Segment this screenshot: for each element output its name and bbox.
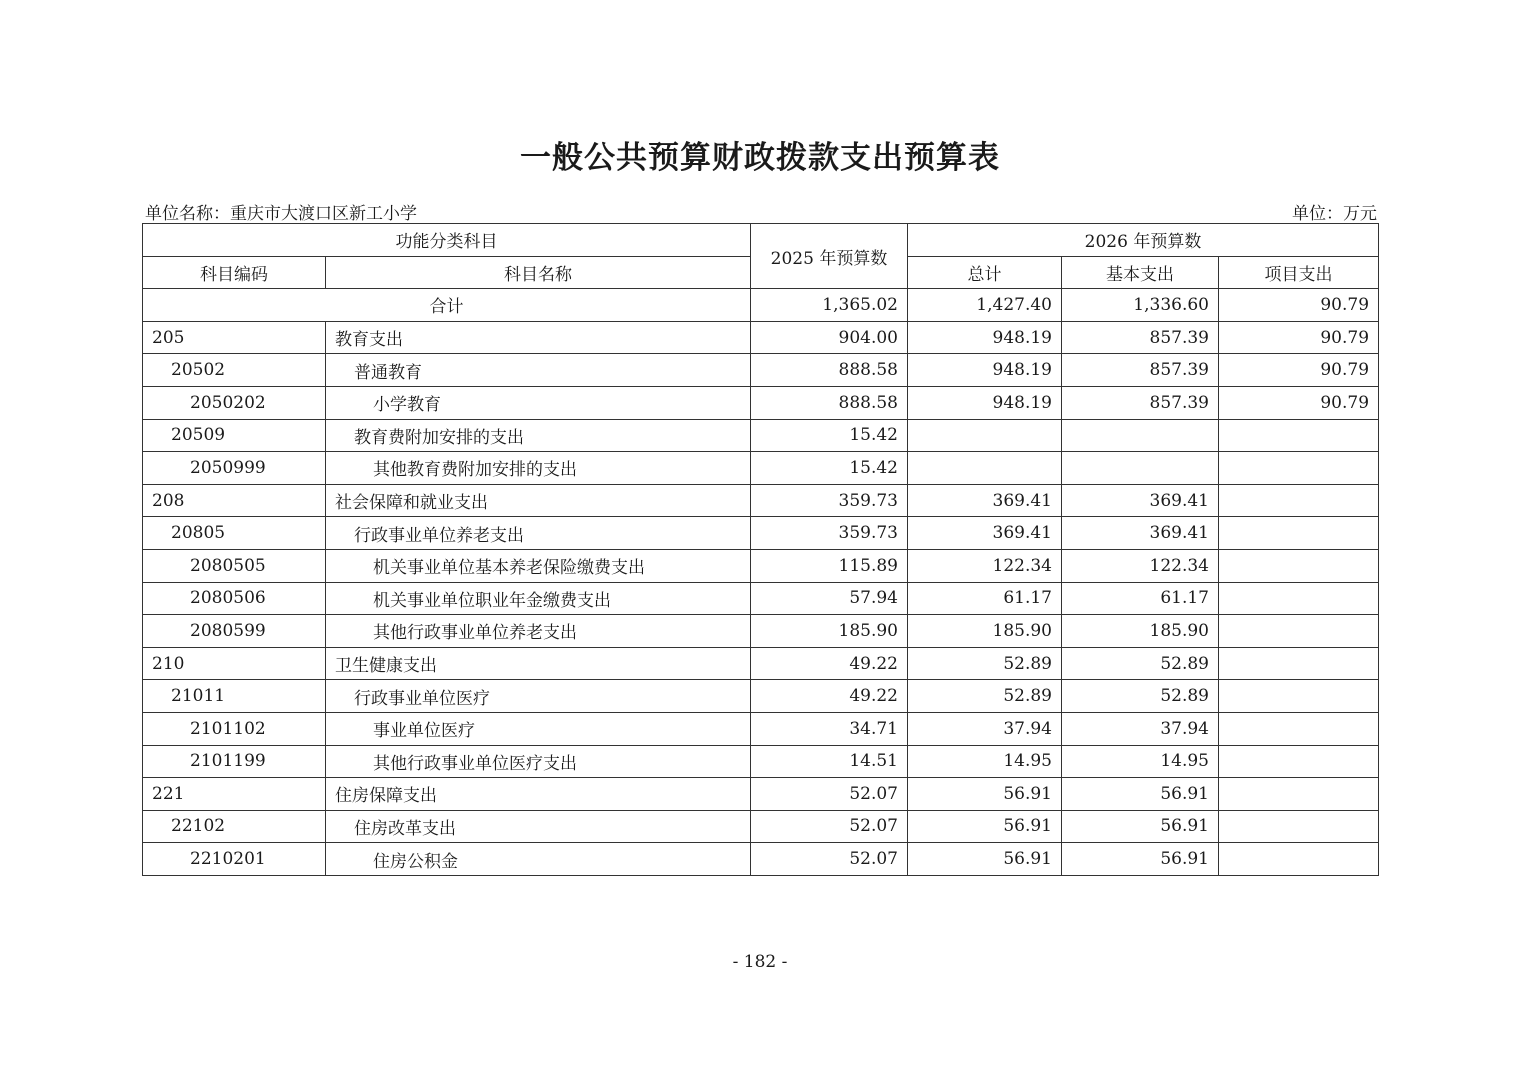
row-basic: 56.91 xyxy=(1062,810,1219,843)
page-number: - 182 - xyxy=(732,952,788,972)
row-2025: 15.42 xyxy=(751,452,908,485)
summary-2025: 1,365.02 xyxy=(751,289,908,322)
row-project xyxy=(1219,778,1379,811)
row-name: 其他行政事业单位医疗支出 xyxy=(326,745,751,778)
row-name: 教育费附加安排的支出 xyxy=(326,419,751,452)
row-code: 2101199 xyxy=(143,745,326,778)
table-row xyxy=(143,843,1379,876)
row-basic: 52.89 xyxy=(1062,647,1219,680)
row-total: 56.91 xyxy=(908,843,1062,876)
row-project: 90.79 xyxy=(1219,321,1379,354)
row-total: 56.91 xyxy=(908,778,1062,811)
table-row xyxy=(143,321,1379,354)
row-2025: 57.94 xyxy=(751,582,908,615)
row-name: 卫生健康支出 xyxy=(326,647,751,680)
row-total: 948.19 xyxy=(908,386,1062,419)
row-name: 住房保障支出 xyxy=(326,778,751,811)
row-name: 机关事业单位基本养老保险缴费支出 xyxy=(326,549,751,582)
row-code: 20502 xyxy=(143,354,326,387)
row-basic: 122.34 xyxy=(1062,549,1219,582)
row-2025: 52.07 xyxy=(751,843,908,876)
header-project: 项目支出 xyxy=(1219,256,1379,289)
row-basic xyxy=(1062,452,1219,485)
header-basic: 基本支出 xyxy=(1062,256,1219,289)
summary-row xyxy=(143,289,1379,322)
page-title: 一般公共预算财政拨款支出预算表 xyxy=(520,140,1000,176)
table-row xyxy=(143,647,1379,680)
row-2025: 52.07 xyxy=(751,778,908,811)
row-2025: 185.90 xyxy=(751,615,908,648)
table-row xyxy=(143,745,1379,778)
table-row xyxy=(143,680,1379,713)
row-2025: 359.73 xyxy=(751,517,908,550)
row-basic xyxy=(1062,419,1219,452)
row-name: 教育支出 xyxy=(326,321,751,354)
summary-label: 合计 xyxy=(143,289,751,322)
row-2025: 888.58 xyxy=(751,354,908,387)
budget-table xyxy=(142,223,1379,876)
row-project xyxy=(1219,549,1379,582)
row-2025: 34.71 xyxy=(751,712,908,745)
row-basic: 369.41 xyxy=(1062,484,1219,517)
header-name: 科目名称 xyxy=(326,256,751,289)
summary-project: 90.79 xyxy=(1219,289,1379,322)
row-2025: 15.42 xyxy=(751,419,908,452)
row-project xyxy=(1219,452,1379,485)
row-basic: 52.89 xyxy=(1062,680,1219,713)
row-code: 20509 xyxy=(143,419,326,452)
row-2025: 52.07 xyxy=(751,810,908,843)
row-name: 行政事业单位养老支出 xyxy=(326,517,751,550)
row-total: 52.89 xyxy=(908,680,1062,713)
row-project xyxy=(1219,680,1379,713)
table-row xyxy=(143,778,1379,811)
table-row xyxy=(143,452,1379,485)
row-total: 185.90 xyxy=(908,615,1062,648)
row-code: 2080599 xyxy=(143,615,326,648)
row-name: 社会保障和就业支出 xyxy=(326,484,751,517)
row-basic: 56.91 xyxy=(1062,843,1219,876)
table-row xyxy=(143,582,1379,615)
row-project xyxy=(1219,484,1379,517)
row-total xyxy=(908,419,1062,452)
row-total: 61.17 xyxy=(908,582,1062,615)
table-row xyxy=(143,419,1379,452)
header-total: 总计 xyxy=(908,256,1062,289)
row-code: 2050202 xyxy=(143,386,326,419)
table-row xyxy=(143,615,1379,648)
row-basic: 857.39 xyxy=(1062,321,1219,354)
row-2025: 49.22 xyxy=(751,647,908,680)
unit-name: 单位名称：重庆市大渡口区新工小学 xyxy=(145,204,417,224)
table-row xyxy=(143,484,1379,517)
row-basic: 369.41 xyxy=(1062,517,1219,550)
row-total: 52.89 xyxy=(908,647,1062,680)
row-basic: 37.94 xyxy=(1062,712,1219,745)
row-name: 其他行政事业单位养老支出 xyxy=(326,615,751,648)
row-project: 90.79 xyxy=(1219,354,1379,387)
row-project xyxy=(1219,745,1379,778)
row-2025: 904.00 xyxy=(751,321,908,354)
row-code: 2050999 xyxy=(143,452,326,485)
row-2025: 359.73 xyxy=(751,484,908,517)
row-basic: 857.39 xyxy=(1062,354,1219,387)
row-2025: 49.22 xyxy=(751,680,908,713)
row-code: 2210201 xyxy=(143,843,326,876)
table-row xyxy=(143,386,1379,419)
row-2025: 115.89 xyxy=(751,549,908,582)
row-code: 221 xyxy=(143,778,326,811)
row-name: 住房改革支出 xyxy=(326,810,751,843)
row-project xyxy=(1219,419,1379,452)
row-project: 90.79 xyxy=(1219,386,1379,419)
row-total: 948.19 xyxy=(908,321,1062,354)
row-2025: 888.58 xyxy=(751,386,908,419)
row-project xyxy=(1219,517,1379,550)
unit-label: 单位：万元 xyxy=(1292,204,1377,224)
row-code: 20805 xyxy=(143,517,326,550)
row-code: 21011 xyxy=(143,680,326,713)
table-row xyxy=(143,517,1379,550)
row-name: 机关事业单位职业年金缴费支出 xyxy=(326,582,751,615)
row-total: 122.34 xyxy=(908,549,1062,582)
row-basic: 185.90 xyxy=(1062,615,1219,648)
row-name: 小学教育 xyxy=(326,386,751,419)
row-total: 369.41 xyxy=(908,517,1062,550)
row-2025: 14.51 xyxy=(751,745,908,778)
row-name: 事业单位医疗 xyxy=(326,712,751,745)
row-total: 14.95 xyxy=(908,745,1062,778)
header-code: 科目编码 xyxy=(143,256,326,289)
row-code: 2101102 xyxy=(143,712,326,745)
row-total: 56.91 xyxy=(908,810,1062,843)
table-row xyxy=(143,712,1379,745)
row-basic: 14.95 xyxy=(1062,745,1219,778)
row-code: 205 xyxy=(143,321,326,354)
row-name: 其他教育费附加安排的支出 xyxy=(326,452,751,485)
row-code: 22102 xyxy=(143,810,326,843)
row-project xyxy=(1219,582,1379,615)
header-func-category: 功能分类科目 xyxy=(143,224,751,257)
row-total: 948.19 xyxy=(908,354,1062,387)
row-code: 2080506 xyxy=(143,582,326,615)
header-2026-budget: 2026 年预算数 xyxy=(908,224,1379,257)
row-name: 住房公积金 xyxy=(326,843,751,876)
summary-basic: 1,336.60 xyxy=(1062,289,1219,322)
row-code: 208 xyxy=(143,484,326,517)
table-row xyxy=(143,354,1379,387)
table-row xyxy=(143,810,1379,843)
row-project xyxy=(1219,615,1379,648)
row-basic: 61.17 xyxy=(1062,582,1219,615)
row-name: 行政事业单位医疗 xyxy=(326,680,751,713)
summary-total: 1,427.40 xyxy=(908,289,1062,322)
row-name: 普通教育 xyxy=(326,354,751,387)
header-2025-budget: 2025 年预算数 xyxy=(751,224,908,289)
row-code: 210 xyxy=(143,647,326,680)
row-project xyxy=(1219,712,1379,745)
row-total xyxy=(908,452,1062,485)
row-basic: 857.39 xyxy=(1062,386,1219,419)
row-total: 369.41 xyxy=(908,484,1062,517)
table-row xyxy=(143,549,1379,582)
row-code: 2080505 xyxy=(143,549,326,582)
row-total: 37.94 xyxy=(908,712,1062,745)
row-basic: 56.91 xyxy=(1062,778,1219,811)
row-project xyxy=(1219,810,1379,843)
row-project xyxy=(1219,843,1379,876)
row-project xyxy=(1219,647,1379,680)
